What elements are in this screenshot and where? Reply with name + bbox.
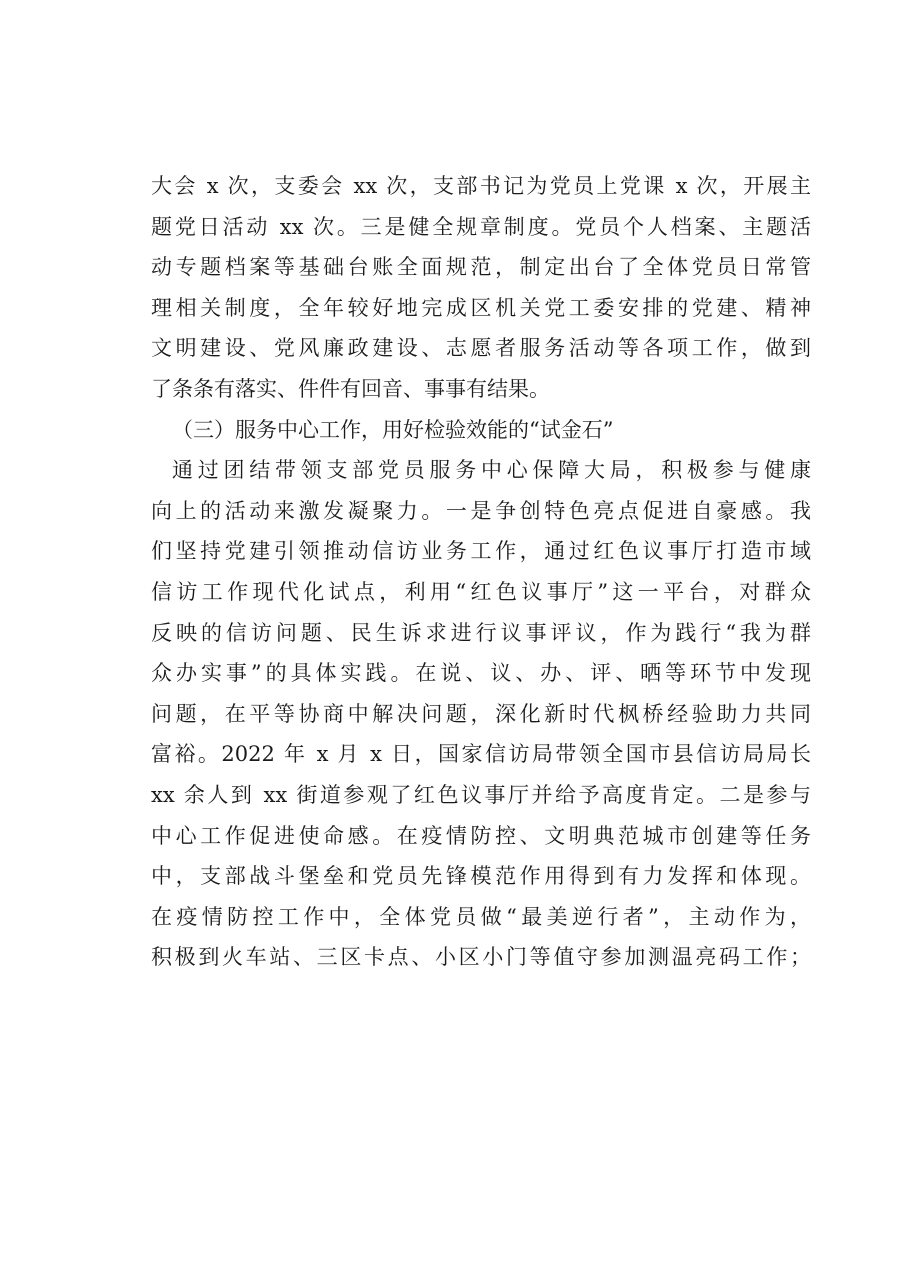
paragraph-line: 了条条有落实、件件有回音、事事有结果。: [151, 376, 550, 401]
section-heading-text: （三）服务中心工作，用好检验效能的“试金石”: [172, 417, 614, 442]
paragraph-line: 们坚持党建引领推动信访业务工作，通过红色议事厅打造市域: [151, 539, 811, 564]
paragraph-line: 向上的活动来激发凝聚力。一是争创特色亮点促进自豪感。我: [151, 498, 811, 523]
paragraph-line: xx 余人到 xx 街道参观了红色议事厅并给予高度肯定。二是参与: [151, 782, 811, 807]
paragraph-line: 中，支部战斗堡垒和党员先锋模范作用得到有力发挥和体现。: [151, 864, 811, 889]
paragraph-line: 理相关制度，全年较好地完成区机关党工委安排的党建、精神: [151, 295, 811, 320]
paragraph-line: 大会 x 次，支委会 xx 次，支部书记为党员上党课 x 次，开展主: [151, 174, 811, 198]
paragraph-line: 反映的信访问题、民生诉求进行议事评议，作为践行“我为群: [151, 620, 811, 645]
paragraph-line: 信访工作现代化试点，利用“红色议事厅”这一平台，对群众: [151, 579, 811, 604]
paragraph-line: 文明建设、党风廉政建设、志愿者服务活动等各项工作，做到: [151, 336, 811, 361]
document-body: [151, 166, 811, 978]
paragraph-line: 在疫情防控工作中，全体党员做“最美逆行者”，主动作为，: [151, 904, 811, 929]
paragraph-line: 富裕。2022 年 x 月 x 日，国家信访局带领全国市县信访局局长: [151, 742, 811, 767]
paragraph-line: 众办实事”的具体实践。在说、议、办、评、晒等环节中发现: [151, 661, 811, 686]
paragraph-line: 积极到火车站、三区卡点、小区小门等值守参加测温亮码工作；: [151, 945, 811, 970]
paragraph-line: 中心工作促进使命感。在疫情防控、文明典范城市创建等任务: [151, 823, 811, 848]
paragraph-line: 题党日活动 xx 次。三是健全规章制度。党员个人档案、主题活: [151, 214, 811, 239]
paragraph-line: 动专题档案等基础台账全面规范，制定出台了全体党员日常管: [151, 255, 811, 280]
paragraph-line: 通过团结带领支部党员服务中心保障大局，积极参与健康: [172, 458, 811, 483]
paragraph-line: 问题，在平等协商中解决问题，深化新时代枫桥经验助力共同: [151, 701, 811, 726]
paragraph-party-activities: [151, 166, 811, 410]
section-heading: [151, 410, 811, 451]
paragraph-service-center: [151, 450, 811, 978]
